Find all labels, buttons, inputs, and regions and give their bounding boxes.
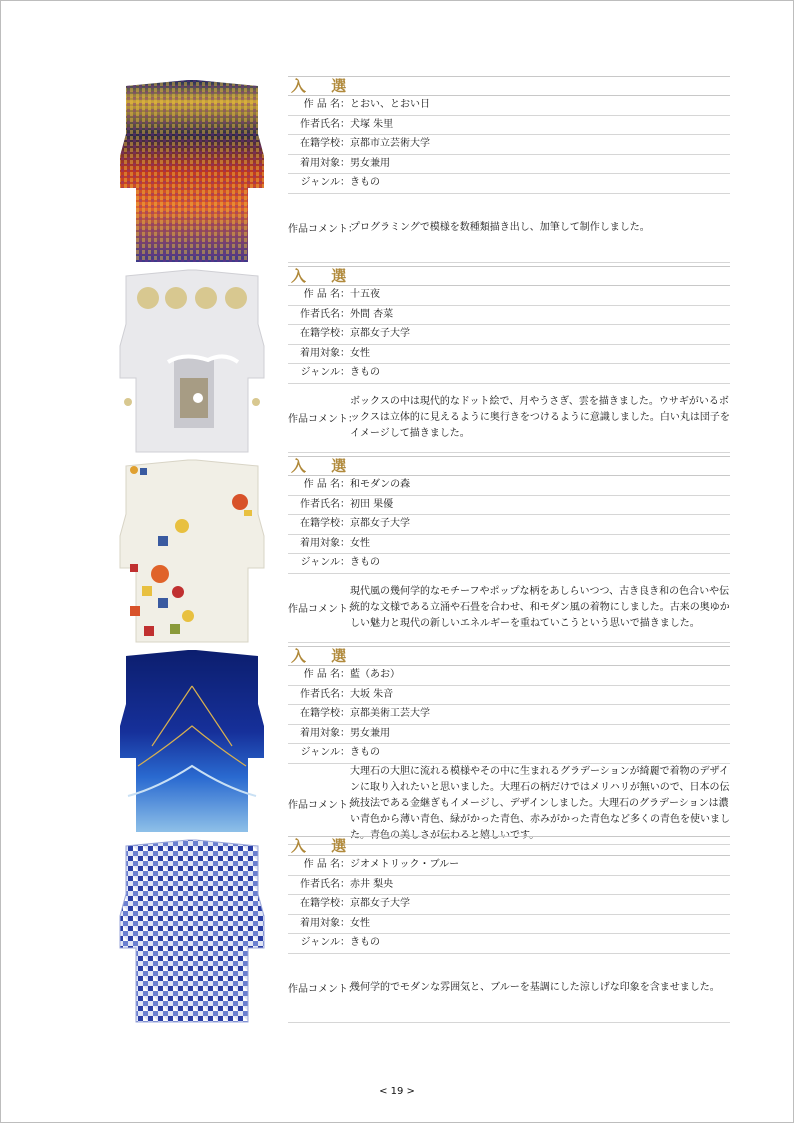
- title-label: 作 品 名：: [303, 669, 350, 680]
- title-row: [288, 476, 730, 496]
- award-label: 入 選: [288, 456, 730, 476]
- entry-1-info: [288, 76, 730, 263]
- author-label: 作者氏名：: [300, 688, 350, 700]
- target-row: [288, 535, 730, 555]
- school-row: [288, 325, 730, 345]
- school-value: 京都女子大学: [350, 328, 410, 339]
- school-value: 京都女子大学: [350, 898, 410, 909]
- target-row: [288, 155, 730, 175]
- genre-value: きもの: [350, 937, 380, 948]
- page-number: < 19 >: [379, 1086, 415, 1097]
- kimono-image-2: [118, 266, 266, 454]
- genre-value: きもの: [350, 177, 380, 188]
- title-value: 藍（あお）: [350, 669, 400, 680]
- award-label: 入 選: [288, 646, 730, 666]
- genre-value: きもの: [350, 367, 380, 378]
- comment-value: プログラミングで模様を数種類描き出し、加筆して制作しました。: [350, 221, 650, 233]
- award-label: 入 選: [288, 76, 730, 96]
- comment-row: [288, 954, 730, 1023]
- author-value: 赤井 梨央: [350, 878, 394, 890]
- genre-label: ジャンル：: [300, 747, 350, 758]
- author-value: 大坂 朱音: [350, 688, 394, 700]
- comment-label: 作品コメント：: [288, 224, 358, 235]
- school-value: 京都女子大学: [350, 518, 410, 529]
- author-row: [288, 116, 730, 136]
- comment-value: 幾何学的でモダンな雰囲気と、ブルーを基調にした涼しげな印象を含ませました。: [350, 981, 720, 993]
- kimono-image-1: [118, 76, 266, 264]
- target-row: [288, 725, 730, 745]
- genre-label: ジャンル：: [300, 367, 350, 378]
- comment-value: 大理石の大胆に流れる模様やその中に生まれるグラデーションが綺麗で着物のデザインに取り入れたいと思いました。大理石の柄だけではメリハリが無いので、日本の伝統技法である金継ぎもイメージし、デザインしました。大理石のグラデーションは濃い青色から薄い青色、緑がかった青色、赤みがかった青色など多くの青色を使いました。青色の美しさが伝わると嬉しいです。: [350, 765, 730, 841]
- title-label: 作 品 名：: [303, 289, 350, 300]
- author-label: 作者氏名：: [300, 878, 350, 890]
- comment-label: 作品コメント：: [288, 984, 358, 995]
- title-label: 作 品 名：: [303, 859, 350, 870]
- entry-2-info: [288, 266, 730, 453]
- kimono-image-5: [118, 836, 266, 1024]
- kimono-image-4: [118, 646, 266, 834]
- author-value: 犬塚 朱里: [350, 118, 394, 130]
- genre-value: きもの: [350, 747, 380, 758]
- target-value: 女性: [350, 917, 370, 929]
- target-value: 男女兼用: [350, 727, 390, 739]
- target-value: 男女兼用: [350, 157, 390, 169]
- school-label: 在籍学校：: [300, 328, 350, 339]
- school-row: [288, 515, 730, 535]
- school-row: [288, 705, 730, 725]
- author-row: [288, 876, 730, 896]
- target-value: 女性: [350, 537, 370, 549]
- target-row: [288, 915, 730, 935]
- school-label: 在籍学校：: [300, 138, 350, 149]
- author-value: 外間 杏菜: [350, 308, 394, 320]
- author-row: [288, 496, 730, 516]
- school-value: 京都美術工芸大学: [350, 708, 430, 719]
- target-row: [288, 345, 730, 365]
- target-label: 着用対象：: [300, 157, 350, 169]
- comment-label: 作品コメント：: [288, 800, 358, 811]
- comment-label: 作品コメント：: [288, 414, 358, 425]
- award-label: 入 選: [288, 836, 730, 856]
- comment-row: [288, 764, 730, 845]
- school-row: [288, 895, 730, 915]
- award-label: 入 選: [288, 266, 730, 286]
- genre-row: [288, 934, 730, 954]
- target-label: 着用対象：: [300, 727, 350, 739]
- kimono-image-3: [118, 456, 266, 644]
- target-value: 女性: [350, 347, 370, 359]
- entry-5-info: [288, 836, 730, 1023]
- title-row: [288, 286, 730, 306]
- genre-row: [288, 554, 730, 574]
- comment-label: 作品コメント：: [288, 604, 358, 615]
- comment-value: ボックスの中は現代的なドット絵で、月やうさぎ、雲を描きました。ウサギがいるボックスは立体的に見えるように奥行きをつけるように意識しました。白い丸は団子をイメージして描きました。: [350, 395, 730, 439]
- author-label: 作者氏名：: [300, 308, 350, 320]
- author-row: [288, 686, 730, 706]
- title-row: [288, 96, 730, 116]
- entry-3-info: [288, 456, 730, 643]
- entry-4-info: [288, 646, 730, 845]
- title-row: [288, 856, 730, 876]
- genre-label: ジャンル：: [300, 557, 350, 568]
- school-value: 京都市立芸術大学: [350, 138, 430, 149]
- school-row: [288, 135, 730, 155]
- title-label: 作 品 名：: [303, 479, 350, 490]
- title-value: 和モダンの森: [350, 479, 411, 490]
- title-value: 十五夜: [350, 289, 380, 300]
- genre-label: ジャンル：: [300, 177, 350, 188]
- school-label: 在籍学校：: [300, 518, 350, 529]
- school-label: 在籍学校：: [300, 898, 350, 909]
- genre-value: きもの: [350, 557, 380, 568]
- title-value: とおい、とおい日: [350, 99, 430, 110]
- target-label: 着用対象：: [300, 537, 350, 549]
- author-value: 初田 果優: [350, 498, 394, 510]
- comment-value: 現代風の幾何学的なモチーフやポップな柄をあしらいつつ、古き良き和の色合いや伝統的な文様である立涌や石畳を合わせ、和モダン風の着物にしました。古来の奥ゆかしい魅力と現代の新しいエネルギーを重ねていこうという思いで描きました。: [350, 585, 730, 629]
- author-label: 作者氏名：: [300, 118, 350, 130]
- school-label: 在籍学校：: [300, 708, 350, 719]
- target-label: 着用対象：: [300, 917, 350, 929]
- genre-label: ジャンル：: [300, 937, 350, 948]
- genre-row: [288, 364, 730, 384]
- genre-row: [288, 744, 730, 764]
- comment-row: [288, 384, 730, 453]
- title-label: 作 品 名：: [303, 99, 350, 110]
- author-row: [288, 306, 730, 326]
- comment-row: [288, 194, 730, 263]
- author-label: 作者氏名：: [300, 498, 350, 510]
- title-row: [288, 666, 730, 686]
- genre-row: [288, 174, 730, 194]
- target-label: 着用対象：: [300, 347, 350, 359]
- comment-row: [288, 574, 730, 643]
- title-value: ジオメトリック・ブルー: [350, 859, 460, 870]
